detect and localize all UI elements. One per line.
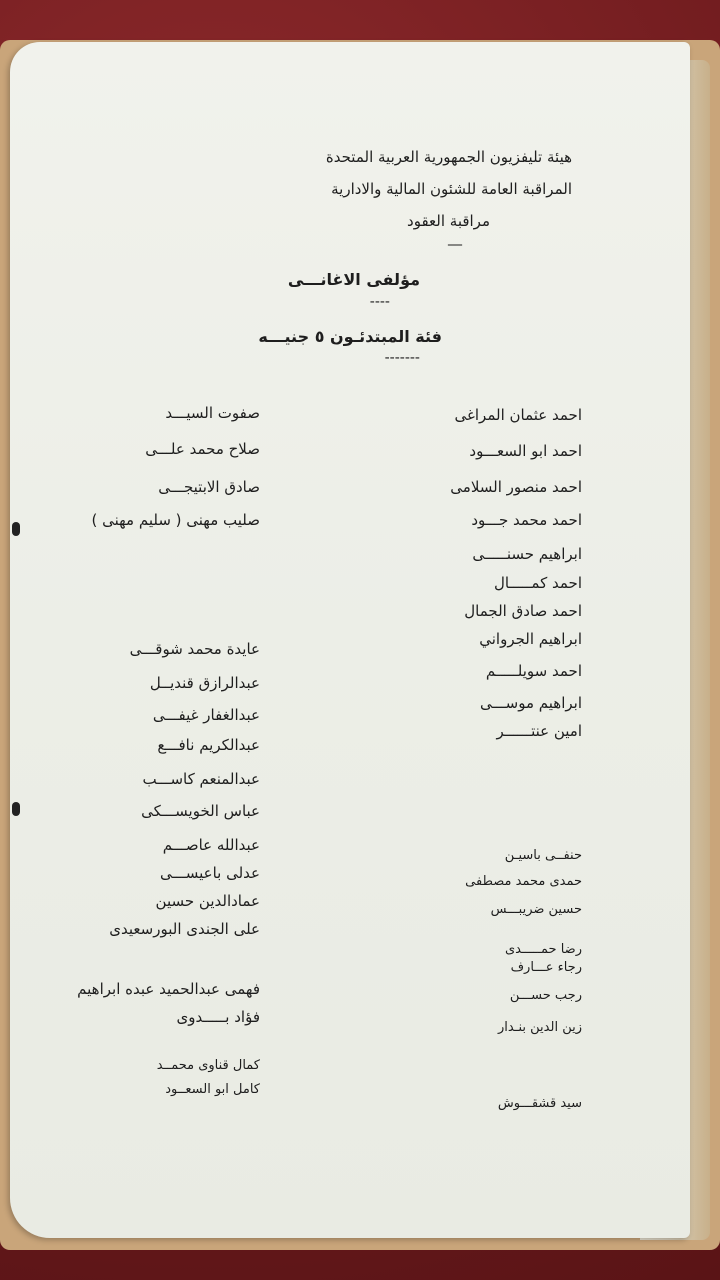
list-item: ابراهيم حسنـــــى <box>472 545 582 563</box>
header-line-3: مراقبة العقود <box>407 212 490 230</box>
list-item: صادق الابتيجـــى <box>158 478 260 496</box>
header-underline: __ <box>448 230 462 246</box>
category-title: فئة المبتدئـون ٥ جنيـــه <box>258 327 442 346</box>
list-item: امين عنتــــــر <box>496 722 582 740</box>
list-item: كامل ابو السعــود <box>165 1082 260 1097</box>
list-item: احمد ابو السعـــود <box>469 442 582 460</box>
list-item: عبدالكريم نافـــع <box>157 736 260 754</box>
list-item: زين الدين بنـدار <box>497 1020 582 1035</box>
document-page <box>10 42 690 1238</box>
list-item: احمد عثمان المراغى <box>454 406 582 424</box>
list-item: عبدالغفار غيفـــى <box>152 706 260 724</box>
list-item: عبدالرازق قنديــل <box>149 674 260 692</box>
header-line-1: هيئة تليفزيون الجمهورية العربية المتحدة <box>325 148 572 166</box>
list-item: عمادالدين حسين <box>155 892 260 910</box>
list-item: احمد منصور السلامى <box>450 478 582 496</box>
list-item: حمدى محمد مصطفى <box>465 874 582 889</box>
list-item: صفوت السيـــد <box>165 404 260 422</box>
list-item: عباس الخويســـكى <box>141 802 260 820</box>
list-item: احمد صادق الجمال <box>464 602 582 620</box>
list-item: فؤاد بـــــدوى <box>176 1008 260 1026</box>
list-item: حسين ضريبـــس <box>490 902 582 917</box>
list-item: كمال قناوى محمــد <box>156 1058 260 1073</box>
title-underline: ---- <box>369 294 390 310</box>
category-underline: ------- <box>384 350 420 366</box>
list-item: حنفــى باسيـن <box>504 848 582 863</box>
list-item: ابراهيم الجرواني <box>479 630 582 648</box>
list-item: على الجندى البورسعيدى <box>109 920 260 938</box>
list-item: رجاء عـــارف <box>510 960 582 975</box>
list-item: احمد كمـــــال <box>493 574 582 592</box>
list-item: احمد محمد جـــود <box>471 511 582 529</box>
list-item: احمد سويلـــــم <box>485 662 582 680</box>
list-item: عايدة محمد شوقـــى <box>129 640 260 658</box>
list-item: عبدالمنعم كاســـب <box>142 770 260 788</box>
header-line-2: المراقبة العامة للشئون المالية والادارية <box>331 180 572 198</box>
list-item: صليب مهنى ( سليم مهنى ) <box>91 511 260 529</box>
binder-ring <box>12 802 20 816</box>
binder-ring <box>12 522 20 536</box>
list-item: عدلى باعيســـى <box>160 864 260 882</box>
list-item: عبدالله عاصـــم <box>162 836 260 854</box>
list-item: فهمى عبدالحميد عبده ابراهيم <box>77 980 260 998</box>
page-title: مؤلفى الاغانـــى <box>287 270 420 289</box>
list-item: صلاح محمد علـــى <box>145 440 260 458</box>
list-item: سيد قشقـــوش <box>497 1096 582 1111</box>
list-item: ابراهيم موســـى <box>479 694 582 712</box>
list-item: رجب حســـن <box>509 988 582 1003</box>
list-item: رضا حمـــــدى <box>504 942 582 957</box>
